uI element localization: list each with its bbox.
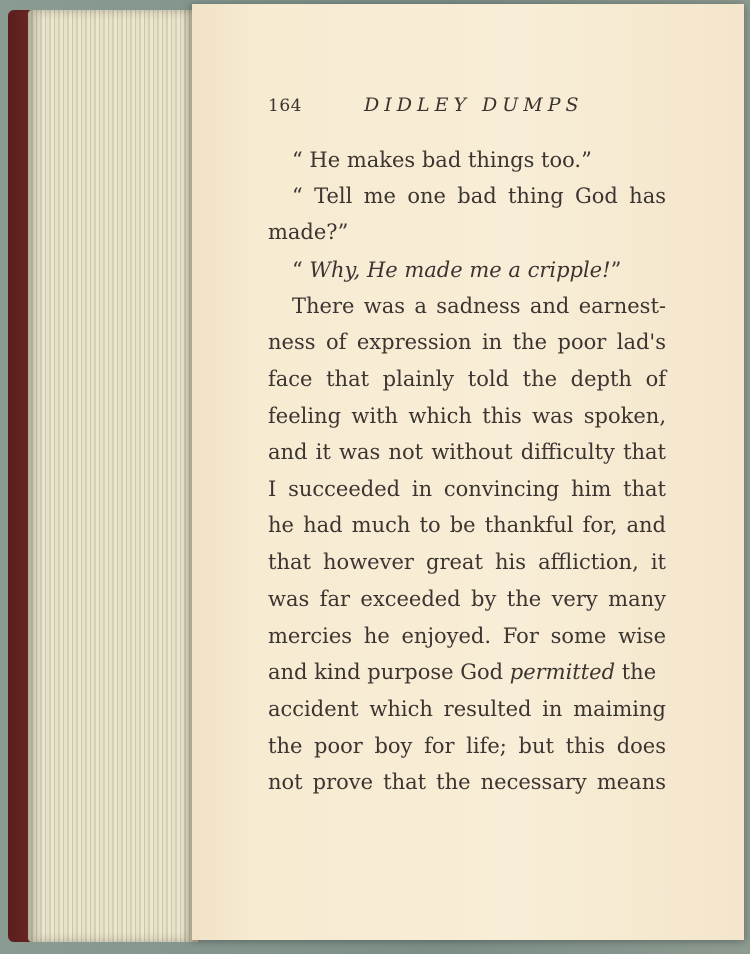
text-line: he had much to be thankful for, and (268, 513, 666, 537)
text-line: and kind purpose God permitted the (268, 660, 657, 684)
text-line: “ He makes bad things too.” (292, 148, 592, 172)
text-line: “ Why, He made me a cripple!” (292, 258, 622, 282)
text-line: and it was not without difficulty that (268, 440, 666, 464)
page-number: 164 (268, 96, 302, 116)
text-line: “ Tell me one bad thing God has (292, 184, 666, 208)
text-line: was far exceeded by the very many (268, 587, 666, 611)
running-title: DIDLEY DUMPS (364, 94, 584, 116)
text-line: that however great his affliction, it (268, 550, 666, 574)
page-block-edge (28, 10, 198, 942)
text-line: face that plainly told the depth of (268, 367, 666, 391)
text-line: mercies he enjoyed. For some wise (268, 624, 666, 648)
text-line: the poor boy for life; but this does (268, 734, 666, 758)
text-line: made?” (268, 220, 349, 244)
text-line: feeling with which this was spoken, (268, 404, 666, 428)
text-line: There was a sadness and earnest- (292, 294, 666, 318)
book-page (192, 4, 744, 940)
text-line: ness of expression in the poor lad's (268, 330, 666, 354)
text-line: not prove that the necessary means (268, 770, 666, 794)
text-line: accident which resulted in maiming (268, 697, 666, 721)
page-header (268, 92, 668, 122)
text-line: I succeeded in convincing him that (268, 477, 666, 501)
